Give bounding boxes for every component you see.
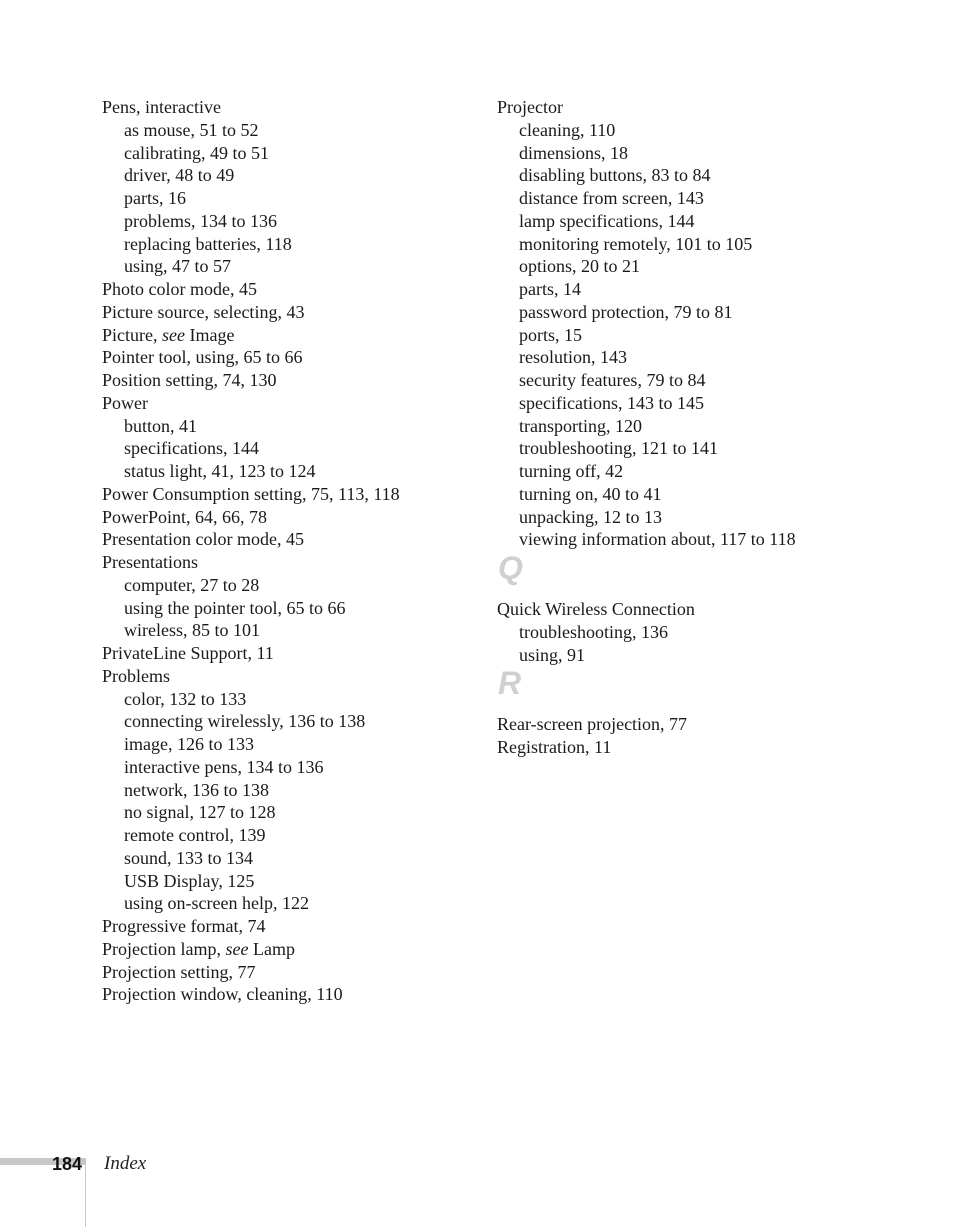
index-subentry: problems, 134 to 136 (124, 210, 277, 231)
index-column-right (497, 96, 917, 759)
index-subentry: monitoring remotely, 101 to 105 (519, 233, 753, 254)
index-entry: Registration, 11 (497, 737, 612, 757)
index-entry: PrivateLine Support, 11 (102, 643, 274, 663)
index-subentry: specifications, 144 (124, 438, 259, 459)
index-subentry: parts, 16 (124, 188, 186, 208)
index-subentry: image, 126 to 133 (124, 734, 254, 754)
index-subentry: dimensions, 18 (519, 142, 629, 163)
index-entry: PowerPoint, 64, 66, 78 (102, 506, 268, 527)
index-subentry: turning on, 40 to 41 (519, 483, 662, 504)
index-subentry: using the pointer tool, 65 to 66 (124, 597, 346, 618)
index-subentry: distance from screen, 143 (519, 188, 704, 208)
index-subentry: resolution, 143 (519, 347, 627, 368)
index-entry: Photo color mode, 45 (102, 279, 257, 299)
index-subentry: using, 91 (519, 644, 586, 665)
index-entry: Presentations (102, 552, 198, 572)
index-subentry: sound, 133 to 134 (124, 847, 254, 868)
index-subentry: color, 132 to 133 (124, 688, 247, 709)
index-subentry: security features, 79 to 84 (519, 370, 706, 390)
index-entry: Projection window, cleaning, 110 (102, 984, 343, 1005)
index-entry: Picture source, selecting, 43 (102, 301, 305, 322)
section-name: Index (104, 1153, 147, 1174)
index-subentry: computer, 27 to 28 (124, 574, 260, 595)
index-subentry: using on-screen help, 122 (124, 893, 309, 914)
index-letter-heading: Q (498, 550, 523, 586)
index-entry: Pointer tool, using, 65 to 66 (102, 347, 303, 368)
index-subentry: USB Display, 125 (124, 870, 255, 891)
index-subentry: network, 136 to 138 (124, 779, 269, 800)
index-subentry: unpacking, 12 to 13 (519, 506, 662, 527)
index-subentry: options, 20 to 21 (519, 256, 641, 277)
index-subentry: troubleshooting, 121 to 141 (519, 438, 718, 459)
index-subentry: status light, 41, 123 to 124 (124, 461, 316, 481)
index-entry: Projector (497, 97, 563, 117)
index-subentry: password protection, 79 to 81 (519, 301, 733, 322)
index-subentry: remote control, 139 (124, 825, 266, 845)
index-subentry: driver, 48 to 49 (124, 165, 235, 186)
index-entry: Problems (102, 665, 171, 686)
index-entry: Projection setting, 77 (102, 961, 256, 982)
index-entry: Position setting, 74, 130 (102, 370, 277, 390)
index-column-left (102, 96, 482, 1006)
index-subentry: interactive pens, 134 to 136 (124, 756, 324, 777)
footer-divider (85, 1158, 86, 1227)
index-letter-heading: R (498, 665, 522, 702)
index-subentry: lamp specifications, 144 (519, 210, 695, 231)
index-subentry: specifications, 143 to 145 (519, 392, 704, 413)
index-subentry: replacing batteries, 118 (124, 233, 292, 254)
index-entry: Power (102, 392, 148, 413)
index-subentry: calibrating, 49 to 51 (124, 142, 269, 163)
index-subentry: ports, 15 (519, 324, 582, 345)
index-subentry: button, 41 (124, 415, 198, 436)
index-subentry: transporting, 120 (519, 415, 642, 436)
index-subentry: wireless, 85 to 101 (124, 620, 260, 641)
index-entry: Projection lamp, see Lamp (102, 938, 295, 959)
index-entry: Quick Wireless Connection (497, 599, 695, 619)
index-entry: Progressive format, 74 (102, 916, 266, 936)
index-subentry: troubleshooting, 136 (519, 621, 668, 642)
index-entry: Pens, interactive (102, 97, 221, 117)
index-subentry: cleaning, 110 (519, 119, 616, 140)
index-subentry: no signal, 127 to 128 (124, 802, 276, 823)
index-subentry: as mouse, 51 to 52 (124, 119, 259, 140)
index-subentry: connecting wirelessly, 136 to 138 (124, 711, 366, 732)
index-entry: Presentation color mode, 45 (102, 529, 304, 550)
index-subentry: parts, 14 (519, 279, 581, 299)
index-entry: Rear-screen projection, 77 (497, 714, 688, 735)
page-number: 184 (52, 1154, 83, 1174)
index-entry: Picture, see Image (102, 324, 235, 345)
index-subentry: disabling buttons, 83 to 84 (519, 165, 711, 186)
index-subentry: viewing information about, 117 to 118 (519, 529, 796, 550)
index-subentry: turning off, 42 (519, 461, 624, 481)
index-subentry: using, 47 to 57 (124, 256, 232, 277)
index-entry: Power Consumption setting, 75, 113, 118 (102, 483, 400, 504)
